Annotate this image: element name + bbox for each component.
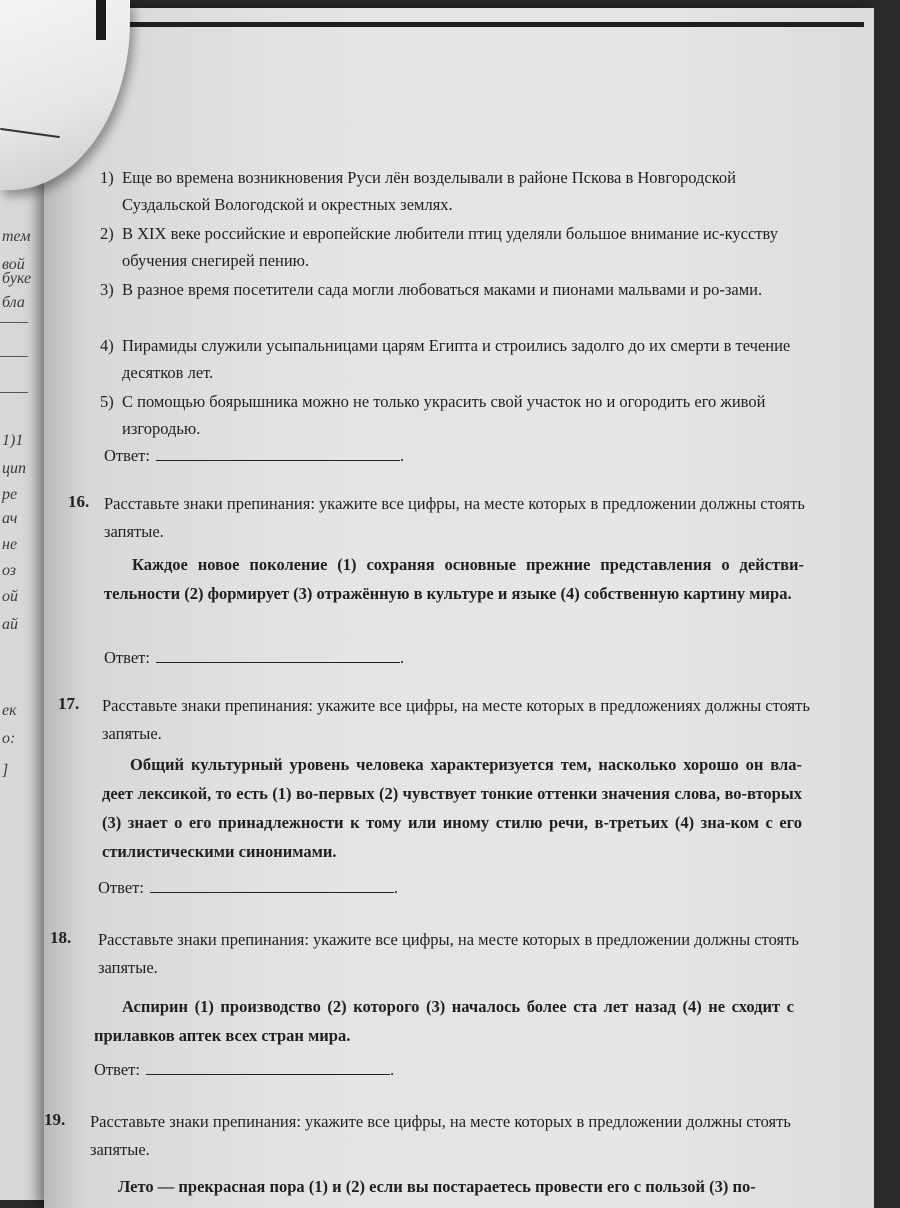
answer-end: . <box>399 648 405 667</box>
page-fragment: о: <box>2 730 16 747</box>
page-rule <box>0 356 28 357</box>
list-item-text: С помощью боярышника можно не только украсить свой участок но и огородить его живой изгородью. <box>122 392 766 438</box>
list-item <box>100 276 800 303</box>
answer-line[interactable] <box>156 646 400 663</box>
list-item-number: 5) <box>100 392 114 411</box>
page-fragment: бла <box>2 294 25 311</box>
curl-dark-band <box>96 0 106 40</box>
question-number: 16. <box>68 492 90 511</box>
answer-label: Ответ: <box>104 648 150 667</box>
list-item <box>100 164 800 218</box>
workbook-page <box>44 8 874 1208</box>
list-item-number: 4) <box>100 336 114 355</box>
answer-label: Ответ: <box>104 446 150 465</box>
page-content <box>44 8 874 1208</box>
curl-rule <box>0 128 60 138</box>
answer-field[interactable] <box>104 444 404 466</box>
list-item-number: 3) <box>100 280 114 299</box>
page-fragment: оз <box>2 562 17 579</box>
page-fragment: не <box>2 536 18 553</box>
answer-line[interactable] <box>150 876 394 893</box>
answer-field[interactable] <box>98 876 398 898</box>
page-fragment: ек <box>2 702 17 719</box>
answer-line[interactable] <box>156 444 400 461</box>
page-fragment: ай <box>2 616 18 633</box>
question-prompt: Расставьте знаки препинания: укажите все цифры, на месте которых в предложении должны стоять запятые. <box>104 494 805 541</box>
answer-end: . <box>389 1060 395 1079</box>
answer-end: . <box>393 878 399 897</box>
question-prompt: Расставьте знаки препинания: укажите все цифры, на месте которых в предложении должны стоять запятые. <box>98 930 799 977</box>
answer-label: Ответ: <box>94 1060 140 1079</box>
answer-end: . <box>399 446 405 465</box>
page-fragment: цип <box>2 460 26 477</box>
page-rule <box>0 322 28 323</box>
question-number: 18. <box>50 928 72 947</box>
list-item-text: Пирамиды служили усыпальницами царям Египта и строились задолго до их смерти в течение десятков лет. <box>122 336 791 382</box>
list-item-number: 1) <box>100 168 114 187</box>
question-prompt: Расставьте знаки препинания: укажите все цифры, на месте которых в предложении должны стоять запятые. <box>90 1112 791 1159</box>
answer-field[interactable] <box>104 646 404 668</box>
page-fragment: 1)1 <box>2 432 24 449</box>
page-fragment: тем <box>2 228 31 245</box>
list-item-text: В разное время посетители сада могли любоваться маками и пионами мальвами и ро-зами. <box>122 280 763 299</box>
list-item <box>100 388 800 442</box>
answer-label: Ответ: <box>98 878 144 897</box>
question-number: 17. <box>58 694 80 713</box>
question-sentence: Лето — прекрасная пора (1) и (2) если вы постараетесь провести его с пользой (3) по- <box>118 1177 756 1196</box>
question-prompt: Расставьте знаки препинания: укажите все цифры, на месте которых в предложениях должны стоять запятые. <box>102 696 810 743</box>
page-fragment: ач <box>2 510 18 527</box>
list-item-text: Еще во времена возникновения Руси лён возделывали в районе Пскова в Новгородской Суздальской Вологодской и окрестных землях. <box>122 168 736 214</box>
page-fragment: буке <box>2 270 32 287</box>
question-number: 19. <box>44 1110 66 1129</box>
answer-field[interactable] <box>94 1058 394 1080</box>
answer-line[interactable] <box>146 1058 390 1075</box>
page-fragment: ] <box>2 762 9 779</box>
list-item <box>100 332 800 386</box>
question-sentence: Каждое новое поколение (1) сохраняя основные прежние представления о действи-тельности (2) формирует (3) отражённую в культуре и языке (4) собственную картину мира. <box>104 555 804 603</box>
question-sentence: Аспирин (1) производство (2) которого (3) началось более ста лет назад (4) не сходит с прилавков аптек всех стран мира. <box>94 997 794 1045</box>
page-rule <box>0 392 28 393</box>
list-item-number: 2) <box>100 224 114 243</box>
question-sentence: Общий культурный уровень человека характеризуется тем, насколько хорошо он вла-деет лексикой, то есть (1) во-первых (2) чувствует тонкие оттенки значения слова, во-вторых (3) знает о его принадлежности к тому или иному стилю речи, в-третьих (4) зна-ком с его стилистическими синонимами. <box>102 755 802 861</box>
list-item-text: В XIX веке российские и европейские любители птиц уделяли большое внимание ис-кусству обучения снегирей пению. <box>122 224 778 270</box>
page-fragment: вой <box>2 256 25 273</box>
page-fragment: ре <box>2 486 18 503</box>
list-item <box>100 220 800 274</box>
page-fragment: ой <box>2 588 18 605</box>
